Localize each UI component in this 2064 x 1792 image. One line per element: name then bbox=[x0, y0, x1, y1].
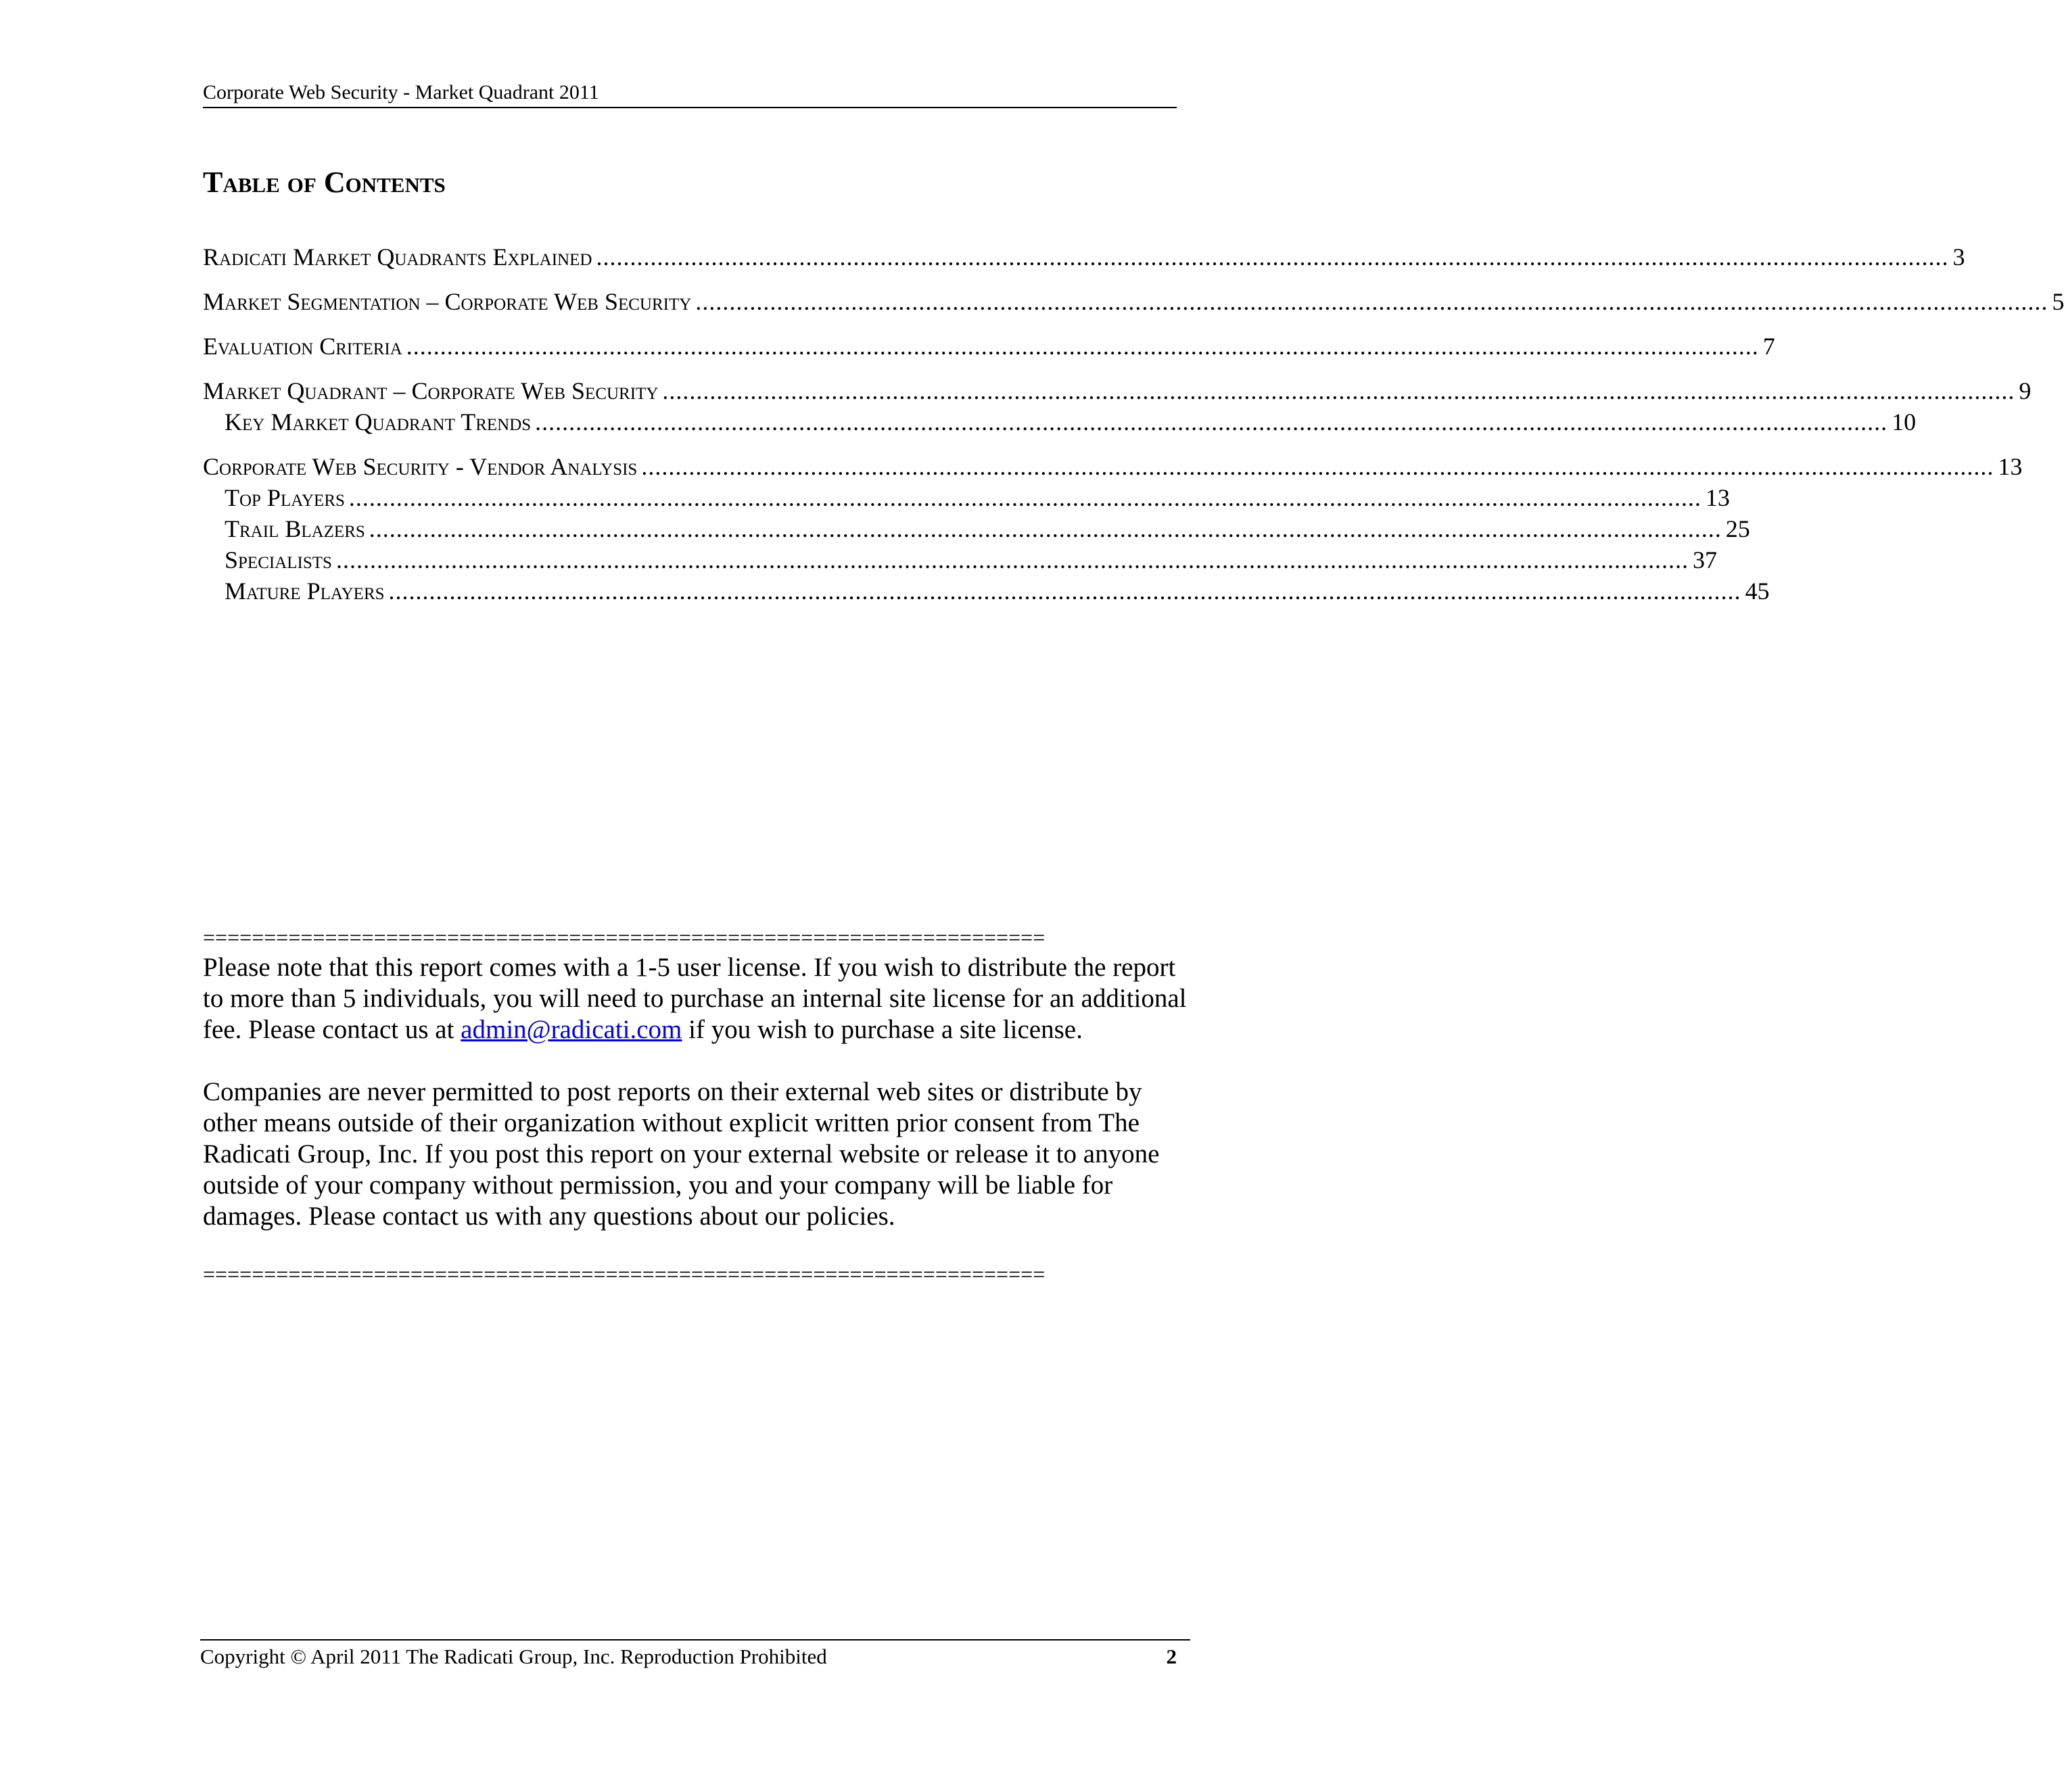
dot-leader: ........................................................................................................................................................................................................ bbox=[388, 577, 1741, 605]
toc-entry-label: Trail Blazers bbox=[225, 515, 365, 542]
toc-entry-label: Evaluation Criteria bbox=[203, 333, 402, 360]
page-footer bbox=[200, 1639, 1190, 1670]
email-link[interactable]: admin@radicati.com bbox=[461, 1015, 682, 1044]
toc-entry-page: 13 bbox=[1998, 453, 2023, 480]
toc-subentry[interactable] bbox=[225, 576, 1770, 606]
license-notice bbox=[203, 952, 1190, 1232]
toc-entry-label: Key Market Quadrant Trends bbox=[225, 408, 532, 435]
toc-entry-page: 7 bbox=[1762, 333, 1775, 360]
license-text-before: Please note that this report comes with a 1-5 user license. If you wish to distribute the report to more than 5 individuals, you will need to purchase an internal site license for an additional fee. Please contact us at bbox=[203, 953, 1187, 1044]
toc-subentry[interactable] bbox=[225, 483, 1730, 513]
dot-leader: ........................................................................................................................................................................................................ bbox=[641, 453, 1994, 480]
dot-leader: ........................................................................................................................................................................................................ bbox=[335, 546, 1689, 573]
license-paragraph bbox=[203, 952, 1190, 1045]
separator-rule-top: ===================================================================== bbox=[203, 925, 1046, 949]
dot-leader: ........................................................................................................................................................................................................ bbox=[535, 408, 1888, 435]
dot-leader: ........................................................................................................................................................................................................ bbox=[348, 484, 1702, 511]
separator-rule-bottom: ===================================================================== bbox=[203, 1262, 1046, 1286]
toc-entry-page: 37 bbox=[1692, 546, 1717, 573]
toc-heading: Table of Contents bbox=[203, 166, 446, 199]
license-text-after: if you wish to purchase a site license. bbox=[682, 1015, 1083, 1044]
toc-entry-label: Corporate Web Security - Vendor Analysis bbox=[203, 453, 638, 480]
footer-copyright: Copyright © April 2011 The Radicati Group, Inc. Reproduction Prohibited bbox=[200, 1645, 827, 1668]
toc-entry-page: 45 bbox=[1745, 577, 1770, 605]
dot-leader: ........................................................................................................................................................................................................ bbox=[596, 243, 1949, 270]
toc-subentry[interactable] bbox=[225, 545, 1717, 575]
toc-entry-page: 3 bbox=[1952, 243, 1965, 270]
dot-leader: ........................................................................................................................................................................................................ bbox=[406, 333, 1759, 360]
page-number: 2 bbox=[1166, 1645, 1177, 1668]
toc-entry[interactable] bbox=[203, 287, 2064, 316]
dot-leader: ........................................................................................................................................................................................................ bbox=[662, 377, 2015, 404]
toc-entry-page: 10 bbox=[1892, 408, 1917, 435]
toc-entry[interactable] bbox=[203, 452, 2023, 481]
toc-entry-page: 5 bbox=[2052, 288, 2064, 315]
toc-entry[interactable] bbox=[203, 376, 2032, 406]
toc-entry-page: 13 bbox=[1705, 484, 1730, 511]
toc-entry-label: Market Quadrant – Corporate Web Security bbox=[203, 377, 659, 404]
toc-entry-label: Top Players bbox=[225, 484, 345, 511]
toc-subentry[interactable] bbox=[225, 407, 1917, 437]
toc-entry-page: 25 bbox=[1725, 515, 1750, 542]
toc-entry-label: Specialists bbox=[225, 546, 332, 573]
toc-entry-label: Mature Players bbox=[225, 577, 385, 605]
dot-leader: ........................................................................................................................................................................................................ bbox=[695, 288, 2048, 315]
toc-entry[interactable] bbox=[203, 331, 1775, 361]
dot-leader: ........................................................................................................................................................................................................ bbox=[369, 515, 1722, 542]
toc-entry-page: 9 bbox=[2019, 377, 2032, 404]
toc-entry-label: Market Segmentation – Corporate Web Security bbox=[203, 288, 692, 315]
toc-entry-label: Radicati Market Quadrants Explained bbox=[203, 243, 592, 270]
toc-entry[interactable] bbox=[203, 242, 1965, 272]
toc-subentry[interactable] bbox=[225, 514, 1750, 544]
policy-paragraph: Companies are never permitted to post reports on their external web sites or distribute by other means outside of their organization without explicit written prior consent from The Radicati Group, Inc. If you post this report on your external website or release it to anyone outside of your company without permission, you and your company will be liable for damages. Please contact us with any questions about our policies. bbox=[203, 1077, 1160, 1231]
running-header: Corporate Web Security - Market Quadrant 2011 bbox=[203, 80, 1177, 108]
